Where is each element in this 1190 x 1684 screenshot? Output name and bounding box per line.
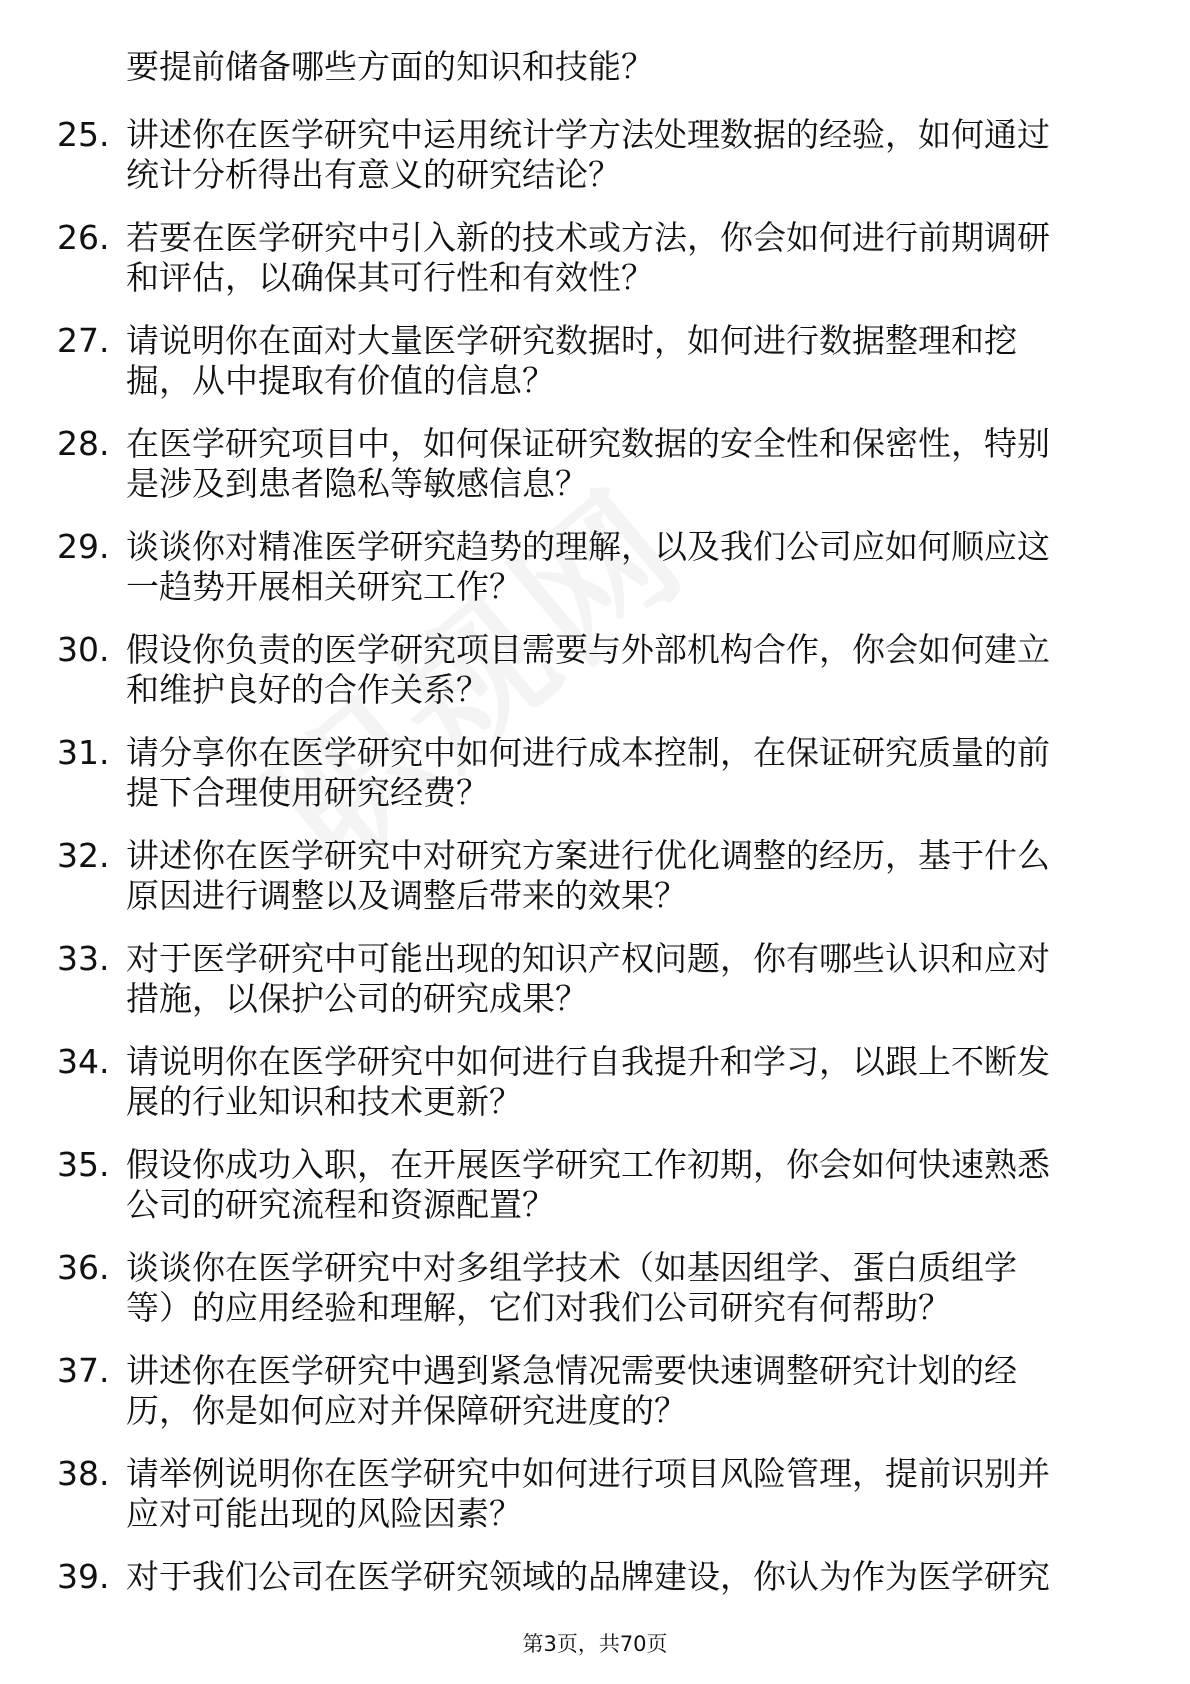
question-text-line: 统计分析得出有意义的研究结论？ <box>126 155 621 194</box>
question-text-line: 请说明你在面对大量医学研究数据时，如何进行数据整理和挖 <box>126 321 1017 360</box>
question-item <box>0 208 1190 311</box>
question-text-line: 讲述你在医学研究中运用统计学方法处理数据的经验，如何通过 <box>126 115 1050 154</box>
question-text-line: 讲述你在医学研究中遇到紧急情况需要快速调整研究计划的经 <box>126 1351 1017 1390</box>
question-text-line: 对于我们公司在医学研究领域的品牌建设，你认为作为医学研究 <box>126 1557 1050 1596</box>
question-text-line: 谈谈你对精准医学研究趋势的理解，以及我们公司应如何顺应这 <box>126 527 1050 566</box>
question-item <box>0 1341 1190 1444</box>
question-text-line: 掘，从中提取有价值的信息？ <box>126 361 555 400</box>
question-number: 31. <box>57 733 110 772</box>
question-text-line: 请说明你在医学研究中如何进行自我提升和学习，以跟上不断发 <box>126 1042 1050 1081</box>
question-text-line: 一趋势开展相关研究工作？ <box>126 567 522 606</box>
question-number: 26. <box>57 218 110 257</box>
question-number: 27. <box>57 321 110 360</box>
question-text-line: 假设你成功入职，在开展医学研究工作初期，你会如何快速熟悉 <box>126 1145 1050 1184</box>
question-text-line: 和维护良好的合作关系？ <box>126 670 489 709</box>
question-item <box>0 1032 1190 1135</box>
question-number: 36. <box>57 1248 110 1287</box>
page-number-footer: 第3页，共70页 <box>522 1632 668 1656</box>
question-text-line: 讲述你在医学研究中对研究方案进行优化调整的经历，基于什么 <box>126 836 1050 875</box>
question-item <box>0 620 1190 723</box>
question-item <box>0 929 1190 1032</box>
question-item <box>0 826 1190 929</box>
question-text-line: 提下合理使用研究经费？ <box>126 773 489 812</box>
question-item <box>0 723 1190 826</box>
question-number: 25. <box>57 115 110 154</box>
question-number: 28. <box>57 424 110 463</box>
question-item <box>0 517 1190 620</box>
question-item <box>0 1238 1190 1341</box>
question-text-line: 等）的应用经验和理解，它们对我们公司研究有何帮助？ <box>126 1288 951 1327</box>
question-item <box>0 1135 1190 1238</box>
question-text-line: 和评估，以确保其可行性和有效性？ <box>126 258 654 297</box>
question-number: 32. <box>57 836 110 875</box>
question-text-line: 展的行业知识和技术更新？ <box>126 1082 522 1121</box>
question-number: 34. <box>57 1042 110 1081</box>
question-text-line: 在医学研究项目中，如何保证研究数据的安全性和保密性，特别 <box>126 424 1050 463</box>
question-number: 37. <box>57 1351 110 1390</box>
question-number: 39. <box>57 1557 110 1596</box>
question-text-line: 若要在医学研究中引入新的技术或方法，你会如何进行前期调研 <box>126 218 1050 257</box>
question-text-line: 公司的研究流程和资源配置？ <box>126 1185 555 1224</box>
question-number: 38. <box>57 1454 110 1493</box>
question-number: 35. <box>57 1145 110 1184</box>
question-text-line: 应对可能出现的风险因素？ <box>126 1494 522 1533</box>
question-number: 29. <box>57 527 110 566</box>
question-item <box>0 1444 1190 1547</box>
question-text-line: 请举例说明你在医学研究中如何进行项目风险管理，提前识别并 <box>126 1454 1050 1493</box>
question-number: 33. <box>57 939 110 978</box>
question-number: 30. <box>57 630 110 669</box>
question-text-line: 是涉及到患者隐私等敏感信息？ <box>126 464 588 503</box>
question-text-line: 原因进行调整以及调整后带来的效果？ <box>126 876 687 915</box>
question-item <box>0 311 1190 414</box>
continued-question-text: 要提前储备哪些方面的知识和技能？ <box>126 47 654 86</box>
question-text-line: 历，你是如何应对并保障研究进度的？ <box>126 1391 687 1430</box>
question-text-line: 措施，以保护公司的研究成果？ <box>126 979 588 1018</box>
question-list <box>0 105 1190 1650</box>
question-text-line: 请分享你在医学研究中如何进行成本控制，在保证研究质量的前 <box>126 733 1050 772</box>
question-text-line: 谈谈你在医学研究中对多组学技术（如基因组学、蛋白质组学 <box>126 1248 1017 1287</box>
question-item <box>0 105 1190 208</box>
question-item <box>0 414 1190 517</box>
question-text-line: 假设你负责的医学研究项目需要与外部机构合作，你会如何建立 <box>126 630 1050 669</box>
question-text-line: 对于医学研究中可能出现的知识产权问题，你有哪些认识和应对 <box>126 939 1050 978</box>
